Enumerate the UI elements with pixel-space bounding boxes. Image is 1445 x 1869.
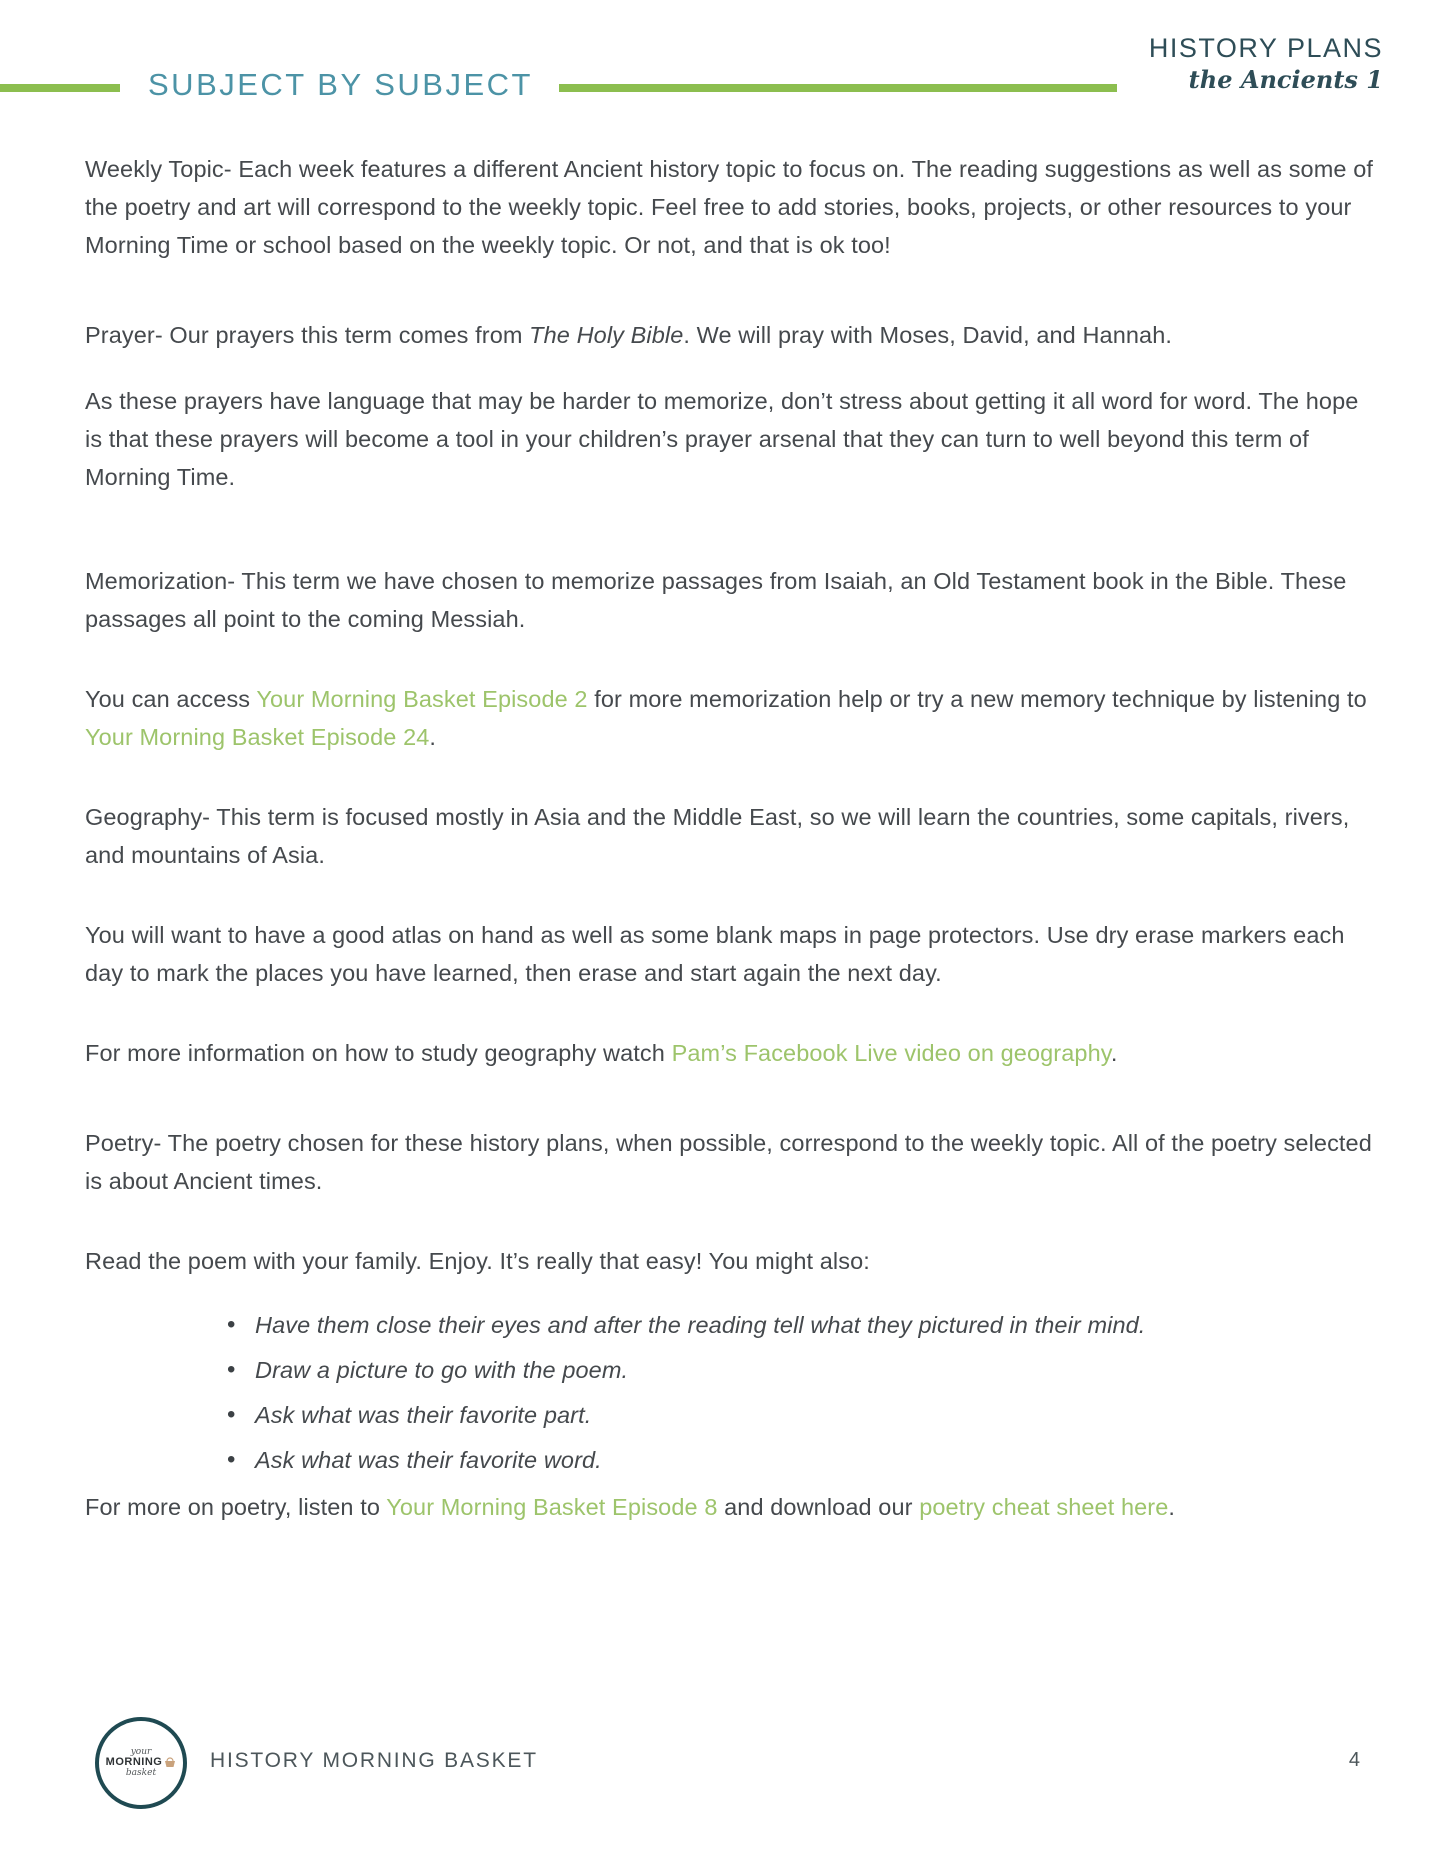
paragraph-weekly-topic: [85, 150, 1377, 264]
paragraph-poetry: [85, 1124, 1377, 1200]
geography-text: Geography- This term is focused mostly in Asia and the Middle East, so we will learn the countries, some capitals, rivers, and mountains of Asia.: [85, 804, 1350, 868]
prayer-note-text: As these prayers have language that may be harder to memorize, don’t stress about getting it all word for word. The hope is that these prayers will become a tool in your children’s prayer arsenal that they can turn to well beyond this term of Morning Time.: [85, 388, 1359, 490]
paragraph-poetry-links: [85, 1488, 1377, 1526]
list-item: • Ask what was their favorite part.: [255, 1398, 1377, 1432]
link-poetry-cheat-sheet[interactable]: poetry cheat sheet here: [919, 1494, 1169, 1520]
geography-atlas-text: You will want to have a good atlas on hand as well as some blank maps in page protectors. Use dry erase markers each day to mark the places you have learned, then erase and start again the next day.: [85, 922, 1345, 986]
logo-morning-word: MORNING: [105, 1756, 163, 1769]
footer-label: HISTORY MORNING BASKET: [210, 1749, 538, 1772]
prayer-lead: Prayer- Our prayers this term comes from: [85, 322, 530, 348]
header-rule-left: [0, 84, 120, 92]
list-item: • Have them close their eyes and after the reading tell what they pictured in their mind.: [255, 1308, 1377, 1342]
link-facebook-live-geography[interactable]: Pam’s Facebook Live video on geography: [671, 1040, 1111, 1066]
paragraph-memorization-links: [85, 680, 1377, 756]
prayer-book-title: The Holy Bible: [529, 322, 684, 348]
poetry-links-lead: For more on poetry, listen to: [85, 1494, 387, 1520]
memorization-links-mid: for more memorization help or try a new memory technique by listening to: [587, 686, 1367, 712]
link-ymb-episode-24[interactable]: Your Morning Basket Episode 24: [85, 724, 430, 750]
geography-video-tail: .: [1110, 1040, 1118, 1066]
page-number: 4: [1348, 1749, 1360, 1771]
poetry-links-mid: and download our: [717, 1494, 920, 1520]
paragraph-prayer-note: [85, 382, 1377, 496]
morning-basket-logo: [95, 1717, 187, 1809]
basket-icon: [164, 1757, 176, 1768]
link-ymb-episode-8[interactable]: Your Morning Basket Episode 8: [386, 1494, 718, 1520]
page-footer: [0, 1699, 1445, 1869]
paragraph-memorization: [85, 562, 1377, 638]
page-title: SUBJECT BY SUBJECT: [148, 67, 533, 102]
list-item: • Ask what was their favorite word.: [255, 1443, 1377, 1477]
paragraph-poetry-read: [85, 1242, 1377, 1280]
memorization-text: Memorization- This term we have chosen to memorize passages from Isaiah, an Old Testament book in the Bible. These passages all point to the coming Messiah.: [85, 568, 1347, 632]
body-copy: [85, 150, 1377, 1568]
memorization-links-tail: .: [429, 724, 437, 750]
prayer-tail: . We will pray with Moses, David, and Hannah.: [683, 322, 1173, 348]
poetry-links-tail: .: [1168, 1494, 1176, 1520]
brand-title: HISTORY PLANS: [1148, 33, 1383, 63]
brand-subtitle: the Ancients 1: [1188, 65, 1383, 94]
paragraph-geography: [85, 798, 1377, 874]
header-rule-right: [559, 84, 1117, 92]
memorization-links-lead: You can access: [85, 686, 257, 712]
poetry-activity-list: [85, 1308, 1377, 1477]
poetry-text: Poetry- The poetry chosen for these history plans, when possible, correspond to the weekly topic. All of the poetry selected is about Ancient times.: [85, 1130, 1372, 1194]
geography-video-lead: For more information on how to study geography watch: [85, 1040, 672, 1066]
header-rule-row: [0, 67, 1117, 106]
link-ymb-episode-2[interactable]: Your Morning Basket Episode 2: [256, 686, 588, 712]
weekly-topic-text: Weekly Topic- Each week features a different Ancient history topic to focus on. The reading suggestions as well as some of the poetry and art will correspond to the weekly topic. Feel free to add stories, books, projects, or other resources to your Morning Time or school based on the weekly topic. Or not, and that is ok too!: [85, 156, 1373, 258]
paragraph-geography-video: [85, 1034, 1377, 1072]
logo-text-your: your: [130, 1746, 152, 1757]
poetry-read-text: Read the poem with your family. Enjoy. It’s really that easy! You might also:: [85, 1248, 870, 1274]
paragraph-prayer: [85, 316, 1377, 354]
page-header: [0, 33, 1445, 118]
logo-text-basket: basket: [125, 1767, 157, 1778]
list-item: • Draw a picture to go with the poem.: [255, 1353, 1377, 1387]
brand-block: [1149, 33, 1383, 94]
paragraph-geography-atlas: [85, 916, 1377, 992]
